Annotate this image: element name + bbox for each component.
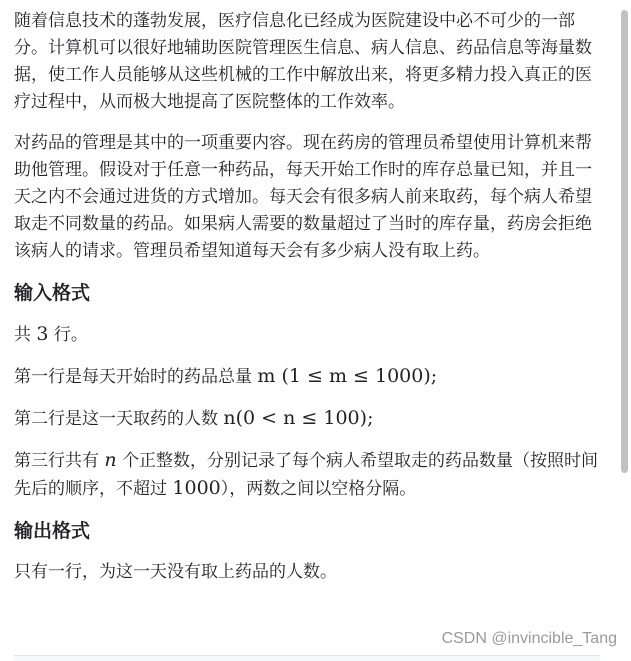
line3-text-c: ），两数之间以空格分隔。 [220,479,417,499]
line3-limit: 1000 [172,477,221,499]
line2-text: 第二行是这一天取药的人数 [14,409,218,429]
line2-end: ; [367,407,374,429]
description-paragraph-1: 随着信息技术的蓬勃发展，医疗信息化已经成为医院建设中必不可少的一部分。计算机可以很好地辅助医院管理医生信息、病人信息、药品信息等海量数据，使工作人员能够从这些机械的工作中解放出来，将更多精力投入真正的医疗过程中，从而极大地提高了医院整体的工作效率。 [14,11,592,112]
line-count-value: 3 [36,323,49,345]
code-block-top-edge [14,655,600,661]
line3-text-b: 个正整数，分别记录了每个病人希望取走的药品数量（按照时间先后的顺序，不超过 [14,451,599,499]
input-line-1 [14,363,600,391]
line1-text: 第一行是每天开始时的药品总量 [14,367,252,387]
vertical-scrollbar[interactable] [619,0,631,661]
scrollbar-thumb[interactable] [621,10,628,473]
line3-text-a: 第三行共有 [14,451,99,471]
description-paragraph-2: 对药品的管理是其中的一项重要内容。现在药房的管理员希望使用计算机来帮助他管理。假设对于任意一种药品，每天开始工作时的库存总量已知，并且一天之内不会通过进货的方式增加。每天会有很多病人前来取药，每个病人希望取走不同数量的药品。如果病人需要的数量超过了当时的库存量，药房会拒绝该病人的请求。管理员希望知道每天会有多少病人没有取上药。 [14,133,592,261]
input-line-count [14,321,600,349]
line-count-suffix: 行。 [53,325,88,345]
csdn-watermark: CSDN @invincible_Tang [441,630,617,647]
input-format-heading: 输入格式 [14,282,91,304]
input-line-3 [14,447,600,503]
line-count-prefix: 共 [14,325,31,345]
line3-math [104,449,116,471]
output-format-text: 只有一行，为这一天没有取上药品的人数。 [14,562,337,582]
output-format-heading: 输出格式 [14,520,91,542]
line1-end: ; [430,365,438,387]
input-line-2 [14,405,600,433]
line3-math-var: n [104,449,117,471]
line2-math: n(0 < n ≤ 100) [223,407,368,429]
line1-math: m (1 ≤ m ≤ 1000) [257,365,431,387]
article-content [14,0,600,600]
